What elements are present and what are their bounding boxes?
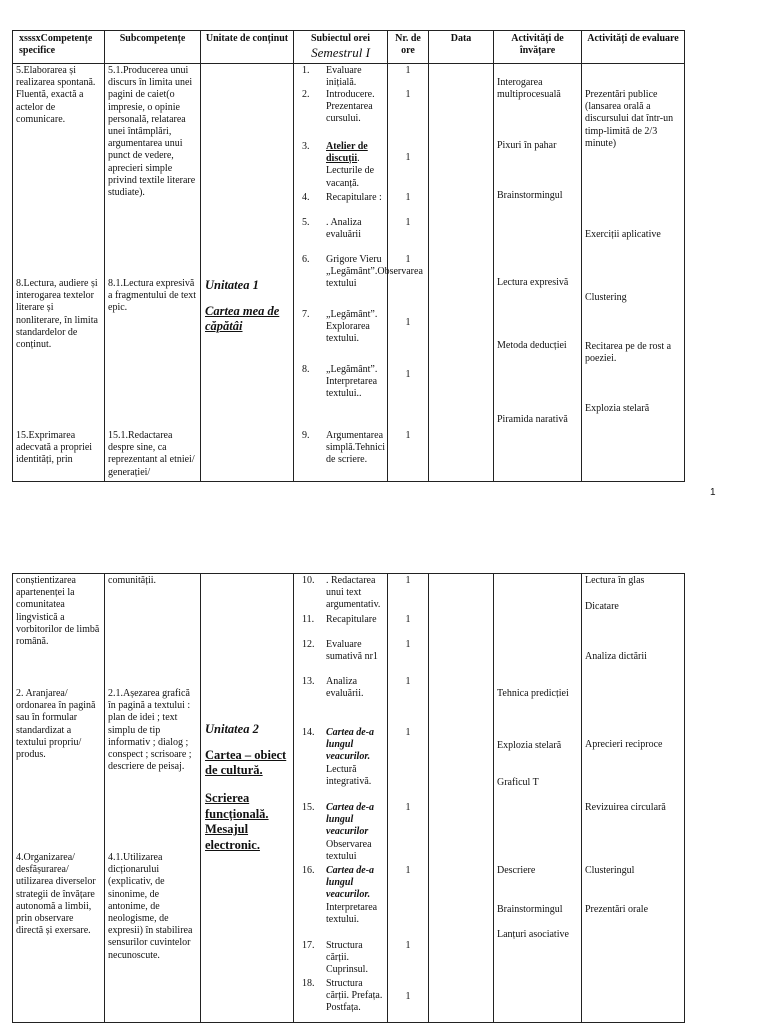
activitate-evaluare-item: Clusteringul	[585, 865, 635, 876]
topic-text	[326, 727, 385, 788]
topic-text: Analiza evaluării.	[326, 676, 364, 700]
activitati-invatare-cell	[494, 64, 582, 482]
nr-ore-value: 1	[405, 575, 411, 586]
nr-ore-value: 1	[405, 254, 411, 266]
header-competente: xsssxCompetențe specifice	[13, 31, 105, 64]
unitate-cell	[201, 574, 294, 1023]
data-cell	[429, 574, 494, 1023]
topic-text-bold-italic: Cartea de-a lungul veacurilor.	[326, 865, 375, 901]
topic-text-bold-italic: Cartea de-a lungul veacurilor	[326, 802, 375, 838]
nr-ore-value: 1	[405, 192, 411, 204]
topic-number: 16.	[302, 865, 315, 876]
topic-text: Evaluare inițială.	[326, 65, 362, 89]
activitate-invatare-item: Lanțuri asociative	[497, 929, 569, 940]
topic-text-rest: Lectură integrativă.	[326, 763, 372, 787]
nr-ore-value: 1	[405, 727, 411, 738]
topic-number: 4.	[302, 192, 310, 204]
subcompetente-cell	[105, 64, 201, 482]
nr-ore-cell	[388, 574, 429, 1023]
activitate-invatare-item: Metoda deducției	[497, 340, 567, 352]
topic-number: 11.	[302, 614, 315, 625]
topic-text: Recapitulare	[326, 614, 377, 625]
subcompetenta-item: 5.1.Producerea unui discurs în limita unei pagini de caiet(o impresie, o opinie personală, relatarea unei întâmplări, argumentarea unui punct de vedere, aprecieri simple privind textile literare studiate).	[108, 65, 196, 198]
competenta-item: 4.Organizarea/ desfășurarea/ utilizarea diverselor strategii de învățare autonomă a limbii, prin observare directă și exersare.	[16, 852, 96, 937]
topic-text: Grigore Vieru „Legământ”.Observarea textului	[326, 254, 423, 290]
header-data: Data	[429, 31, 494, 64]
header-activitati-evaluare: Activități de evaluare	[582, 31, 685, 64]
plan-table-page-1	[12, 30, 685, 482]
page-number: 1	[710, 487, 716, 498]
topic-text: . Redactarea unui text argumentativ.	[326, 575, 381, 611]
activitate-evaluare-item: Analiza dictării	[585, 651, 647, 662]
nr-ore-value: 1	[405, 802, 411, 813]
topic-number: 1.	[302, 65, 310, 77]
activitate-evaluare-item: Lectura în glas	[585, 575, 645, 586]
subcompetenta-item: comunității.	[108, 575, 157, 586]
topic-text: Argumentarea simplă.Tehnici de scriere.	[326, 430, 386, 466]
topic-text: Evaluare sumativă nr1	[326, 639, 378, 663]
subcompetenta-item: 2.1.Așezarea grafică în pagină a textului : plan de idei ; text simplu de tip informativ ; dialog ; conspect ; scrisoare ; descriere de peisaj.	[108, 688, 192, 773]
header-activitati-invatare: Activități de învățare	[494, 31, 582, 64]
activitate-evaluare-item: Clustering	[585, 292, 627, 304]
topic-number: 6.	[302, 254, 310, 266]
topic-text-bold: Atelier de discuții	[326, 141, 368, 165]
topic-text	[326, 865, 385, 926]
activitate-invatare-item: Descriere	[497, 865, 536, 876]
topic-number: 12.	[302, 639, 315, 650]
nr-ore-value: 1	[405, 430, 411, 442]
topic-number: 14.	[302, 727, 315, 738]
unitate-cell	[201, 64, 294, 482]
activitate-evaluare-item: Aprecieri reciproce	[585, 739, 663, 750]
nr-ore-value: 1	[405, 991, 411, 1002]
topic-number: 18.	[302, 978, 315, 989]
competente-cell	[13, 574, 105, 1023]
topic-text: Recapitulare :	[326, 192, 382, 204]
activitate-invatare-item: Interogarea multiprocesuală	[497, 77, 561, 101]
nr-ore-value: 1	[405, 89, 411, 101]
topic-number: 8.	[302, 364, 310, 376]
topic-text	[326, 141, 385, 190]
table-row	[13, 574, 685, 1023]
data-cell	[429, 64, 494, 482]
nr-ore-value: 1	[405, 369, 411, 381]
nr-ore-value: 1	[405, 217, 411, 229]
unit-subtitle: Scrierea funcțională. Mesajul electronic.	[205, 790, 269, 852]
activitate-invatare-item: Lectura expresivă	[497, 277, 569, 289]
nr-ore-value: 1	[405, 940, 411, 951]
competenta-item: conștientizarea apartenenței la comunitatea lingvistică a vorbitorilor de limbă română.	[16, 575, 100, 647]
table-row	[13, 64, 685, 482]
subcompetenta-item: 8.1.Lectura expresivă a fragmentului de text epic.	[108, 278, 197, 314]
activitati-evaluare-cell	[582, 64, 685, 482]
subcompetente-cell	[105, 574, 201, 1023]
header-row	[13, 31, 685, 64]
unit-title: Cartea – obiect de cultură.	[205, 747, 287, 778]
activitate-evaluare-item: Prezentări publice (lansarea orală a discursului dat într-un timp-limită de 2/3 minute)	[585, 89, 674, 149]
topic-number: 2.	[302, 89, 310, 101]
unit-label: Unitatea 1	[205, 278, 259, 293]
topic-text: „Legământ”. Explorarea textului.	[326, 309, 378, 345]
nr-ore-value: 1	[405, 65, 411, 77]
activitate-invatare-item: Explozia stelară	[497, 740, 562, 751]
unit-block	[205, 278, 291, 335]
competenta-item: 5.Elaborarea și realizarea spontană. Fluentă, exactă a actelor de comunicare.	[16, 65, 96, 125]
topic-number: 10.	[302, 575, 315, 586]
topic-number: 3.	[302, 141, 310, 153]
activitate-evaluare-item: Recitarea pe de rost a poeziei.	[585, 341, 672, 365]
activitate-evaluare-item: Dicatare	[585, 601, 619, 612]
header-subiect-label: Subiectul orei	[311, 33, 370, 44]
plan-table-page-2	[12, 573, 685, 1023]
unit-block	[205, 722, 291, 853]
topic-number: 15.	[302, 802, 315, 813]
competenta-item: 2. Aranjarea/ ordonarea în pagină sau în formular standardizat a textului propriu/ produs.	[16, 688, 96, 760]
unit-label: Unitatea 2	[205, 722, 259, 736]
topic-number: 5.	[302, 217, 310, 229]
header-unitate: Unitate de conținut	[201, 31, 294, 64]
header-nr-ore: Nr. de ore	[388, 31, 429, 64]
topic-text-rest: Interpretarea textului.	[326, 901, 378, 925]
activitate-evaluare-item: Prezentări orale	[585, 904, 649, 915]
subcompetenta-item: 15.1.Redactarea despre sine, ca reprezentant al etniei/ generației/	[108, 430, 195, 478]
unit-title: Cartea mea de căpătâi	[205, 303, 280, 334]
header-subcompetente: Subcompetențe	[105, 31, 201, 64]
activitate-evaluare-item: Exerciții aplicative	[585, 229, 661, 241]
topic-number: 7.	[302, 309, 310, 321]
activitate-invatare-item: Pixuri în pahar	[497, 140, 557, 152]
nr-ore-value: 1	[405, 865, 411, 876]
topic-text: Introducere. Prezentarea cursului.	[326, 89, 375, 125]
subiect-cell	[294, 64, 423, 482]
activitate-invatare-item: Tehnica predicției	[497, 688, 569, 699]
topic-number: 17.	[302, 940, 315, 951]
nr-ore-value: 1	[405, 317, 411, 329]
header-semestru: Semestrul I	[311, 45, 370, 61]
topic-text-rest: Observarea textului	[326, 838, 372, 862]
activitate-evaluare-item: Explozia stelară	[585, 403, 650, 415]
topic-number: 9.	[302, 430, 310, 442]
competente-cell	[13, 64, 105, 482]
nr-ore-cell	[388, 64, 429, 482]
activitate-invatare-item: Brainstormingul	[497, 904, 563, 915]
nr-ore-value: 1	[405, 676, 411, 687]
topic-number: 13.	[302, 676, 315, 687]
activitate-invatare-item: Brainstormingul	[497, 190, 563, 202]
activitate-invatare-item: Piramida narativă	[497, 414, 568, 426]
header-subiect	[294, 31, 388, 64]
topic-text: „Legământ”. Interpretarea textului..	[326, 364, 378, 400]
topic-text: . Analiza evaluării	[326, 217, 362, 241]
competenta-item: 15.Exprimarea adecvată a propriei identități, prin	[16, 430, 93, 466]
topic-text-rest: . Lecturile de vacanță.	[326, 153, 375, 189]
nr-ore-value: 1	[405, 152, 411, 164]
subcompetenta-item: 4.1.Utilizarea dicționarului (explicativ, de sinonime, de antonime, de neologisme, de expresii) în stabilirea sensurilor cuvintelor necunoscute.	[108, 852, 193, 961]
topic-text: Structura cărții. Prefața. Postfața.	[326, 978, 383, 1014]
activitati-invatare-cell	[494, 574, 582, 1023]
activitati-evaluare-cell	[582, 574, 685, 1023]
topic-text	[326, 802, 385, 863]
nr-ore-value: 1	[405, 614, 411, 625]
activitate-invatare-item: Graficul T	[497, 777, 539, 788]
topic-text: Structura cărții. Cuprinsul.	[326, 940, 368, 976]
activitate-evaluare-item: Revizuirea circulară	[585, 802, 666, 813]
topic-text-bold-italic: Cartea de-a lungul veacurilor.	[326, 727, 375, 763]
competenta-item: 8.Lectura, audiere și interogarea textelor literare și nonliterare, în limita standardelor de conținut.	[16, 278, 98, 350]
subiect-cell	[294, 574, 388, 1023]
nr-ore-value: 1	[405, 639, 411, 650]
